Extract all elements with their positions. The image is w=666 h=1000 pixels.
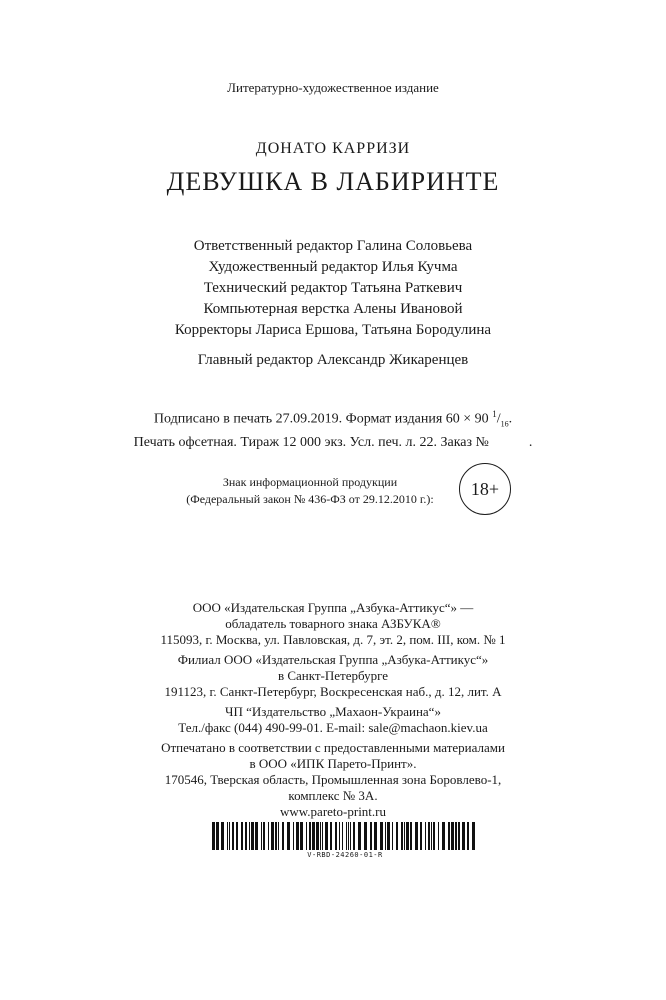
publisher-line: 191123, г. Санкт-Петербург, Воскресенская наб., д. 12, лит. А — [164, 684, 502, 699]
printer-line: 170546, Тверская область, Промышленная зона Боровлево-1, — [164, 772, 502, 787]
barcode-bar — [261, 822, 262, 850]
chief-editor: Главный редактор Александр Жикаренцев — [197, 352, 469, 368]
barcode-bar — [300, 822, 303, 850]
barcode-bar — [451, 822, 454, 850]
print-info — [0, 405, 666, 452]
barcode-bar — [282, 822, 284, 850]
barcode-bar — [342, 822, 343, 850]
barcode-bar — [268, 822, 269, 850]
barcode-bar — [350, 822, 351, 850]
barcode-bar — [410, 822, 412, 850]
barcode-bar — [392, 822, 393, 850]
barcode-bar — [275, 822, 277, 850]
publisher-line: ООО «Издательская Группа „Азбука-Аттикус“» — — [192, 600, 474, 615]
barcode-bar — [425, 822, 426, 850]
barcode-bar — [216, 822, 219, 850]
publisher-block — [0, 652, 666, 700]
barcode-bar — [467, 822, 469, 850]
barcode-bar — [455, 822, 457, 850]
printer-line: в ООО «ИПК Парето-Принт». — [249, 756, 417, 771]
barcode-bar — [420, 822, 422, 850]
credit-line: Художественный редактор Илья Кучма — [208, 259, 458, 275]
barcode-bar — [212, 822, 215, 850]
publisher-line: ЧП “Издательство „Махаон-Украина“» — [225, 704, 441, 719]
barcode-bar — [438, 822, 439, 850]
print-info-line-1 — [0, 405, 666, 433]
printer-line: Отпечатано в соответствии с предоставленными материалами — [161, 740, 505, 755]
barcode-bar — [320, 822, 321, 850]
barcode-bar — [309, 822, 311, 850]
barcode-bar — [385, 822, 386, 850]
barcode-bar — [380, 822, 383, 850]
barcode-bar — [316, 822, 319, 850]
info-sign-text — [170, 474, 450, 508]
publisher-block — [0, 704, 666, 736]
book-title: ДЕВУШКА В ЛАБИРИНТЕ — [166, 167, 500, 196]
print-info-order: Печать офсетная. Тираж 12 000 экз. Усл. печ. л. 22. Заказ № — [133, 435, 489, 451]
barcode-bars — [210, 822, 480, 850]
barcode-bar — [312, 822, 315, 850]
print-info-dot: . — [528, 435, 533, 451]
barcode-bar — [263, 822, 265, 850]
barcode-bar — [387, 822, 390, 850]
publisher-line: 115093, г. Москва, ул. Павловская, д. 7, эт. 2, пом. III, ком. № 1 — [160, 632, 506, 647]
credit-line: Ответственный редактор Галина Соловьева — [193, 238, 473, 254]
barcode-bar — [330, 822, 332, 850]
printer-block — [0, 740, 666, 820]
publisher-line: Филиал ООО «Издательская Группа „Азбука-Аттикус“» — [177, 652, 489, 667]
barcode-bar — [236, 822, 238, 850]
barcode-bar — [232, 822, 234, 850]
author-name: ДОНАТО КАРРИЗИ — [255, 140, 411, 157]
barcode-bar — [306, 822, 307, 850]
barcode-bar — [335, 822, 337, 850]
barcode-bar — [251, 822, 254, 850]
publisher-info — [0, 600, 666, 824]
format-fraction-separator: / — [496, 411, 501, 427]
barcode-bar — [458, 822, 460, 850]
barcode-bar — [358, 822, 361, 850]
barcode-bar — [287, 822, 290, 850]
barcode-bar — [245, 822, 247, 850]
barcode-bar — [401, 822, 403, 850]
info-sign-line: (Федеральный закон № 436-ФЗ от 29.12.2010 г.): — [186, 492, 434, 506]
barcode-bar — [322, 822, 323, 850]
publisher-line: обладатель товарного знака АЗБУКА® — [225, 616, 441, 631]
edition-type: Литературно-художественное издание — [227, 80, 439, 95]
barcode-bar — [415, 822, 418, 850]
age-rating-badge: 18+ — [459, 463, 511, 515]
barcode-bar — [229, 822, 230, 850]
barcode-bar — [472, 822, 475, 850]
credit-line: Технический редактор Татьяна Раткевич — [203, 280, 463, 296]
print-info-main: Подписано в печать 27.09.2019. Формат издания 60 × 90 — [153, 411, 493, 427]
barcode-bar — [241, 822, 243, 850]
barcode-bar — [339, 822, 340, 850]
barcode-code: V-RBD-24260-01-R — [307, 851, 383, 859]
barcode-bar — [227, 822, 228, 850]
barcode-bar — [348, 822, 349, 850]
barcode-bar — [462, 822, 465, 850]
barcode-bar — [221, 822, 224, 850]
barcode-bar — [325, 822, 328, 850]
barcode-bar — [364, 822, 367, 850]
credit-line: Компьютерная верстка Алены Ивановой — [203, 301, 463, 317]
barcode-bar — [431, 822, 432, 850]
barcode-bar — [271, 822, 274, 850]
barcode-bar — [346, 822, 347, 850]
barcode-bar — [370, 822, 372, 850]
publisher-line: Тел./факс (044) 490-99-01. E-mail: sale@machaon.kiev.ua — [178, 720, 488, 735]
format-fraction-denominator: 16 — [500, 419, 509, 429]
barcode-bar — [249, 822, 250, 850]
barcode-bar — [353, 822, 355, 850]
barcode-bar — [255, 822, 258, 850]
barcode-bar — [404, 822, 405, 850]
barcode-bar — [433, 822, 435, 850]
barcode-bar — [374, 822, 377, 850]
barcode-bar — [293, 822, 294, 850]
format-fraction-numerator: 1 — [492, 409, 497, 419]
barcode-bar — [296, 822, 299, 850]
barcode-bar — [406, 822, 409, 850]
info-sign-line: Знак информационной продукции — [222, 475, 398, 489]
printer-url: www.pareto-print.ru — [279, 804, 386, 819]
printer-line: комплекс № 3А. — [288, 788, 378, 803]
barcode-bar — [448, 822, 450, 850]
print-info-line-2 — [0, 433, 666, 452]
barcode-bar — [278, 822, 279, 850]
publisher-line: в Санкт-Петербурге — [277, 668, 389, 683]
credits-list — [0, 236, 666, 341]
print-info-dot: . — [508, 411, 513, 427]
credit-line: Корректоры Лариса Ершова, Татьяна Бородулина — [174, 322, 492, 338]
barcode-bar — [442, 822, 445, 850]
barcode-bar — [396, 822, 398, 850]
publisher-block — [0, 600, 666, 648]
barcode-bar — [428, 822, 430, 850]
